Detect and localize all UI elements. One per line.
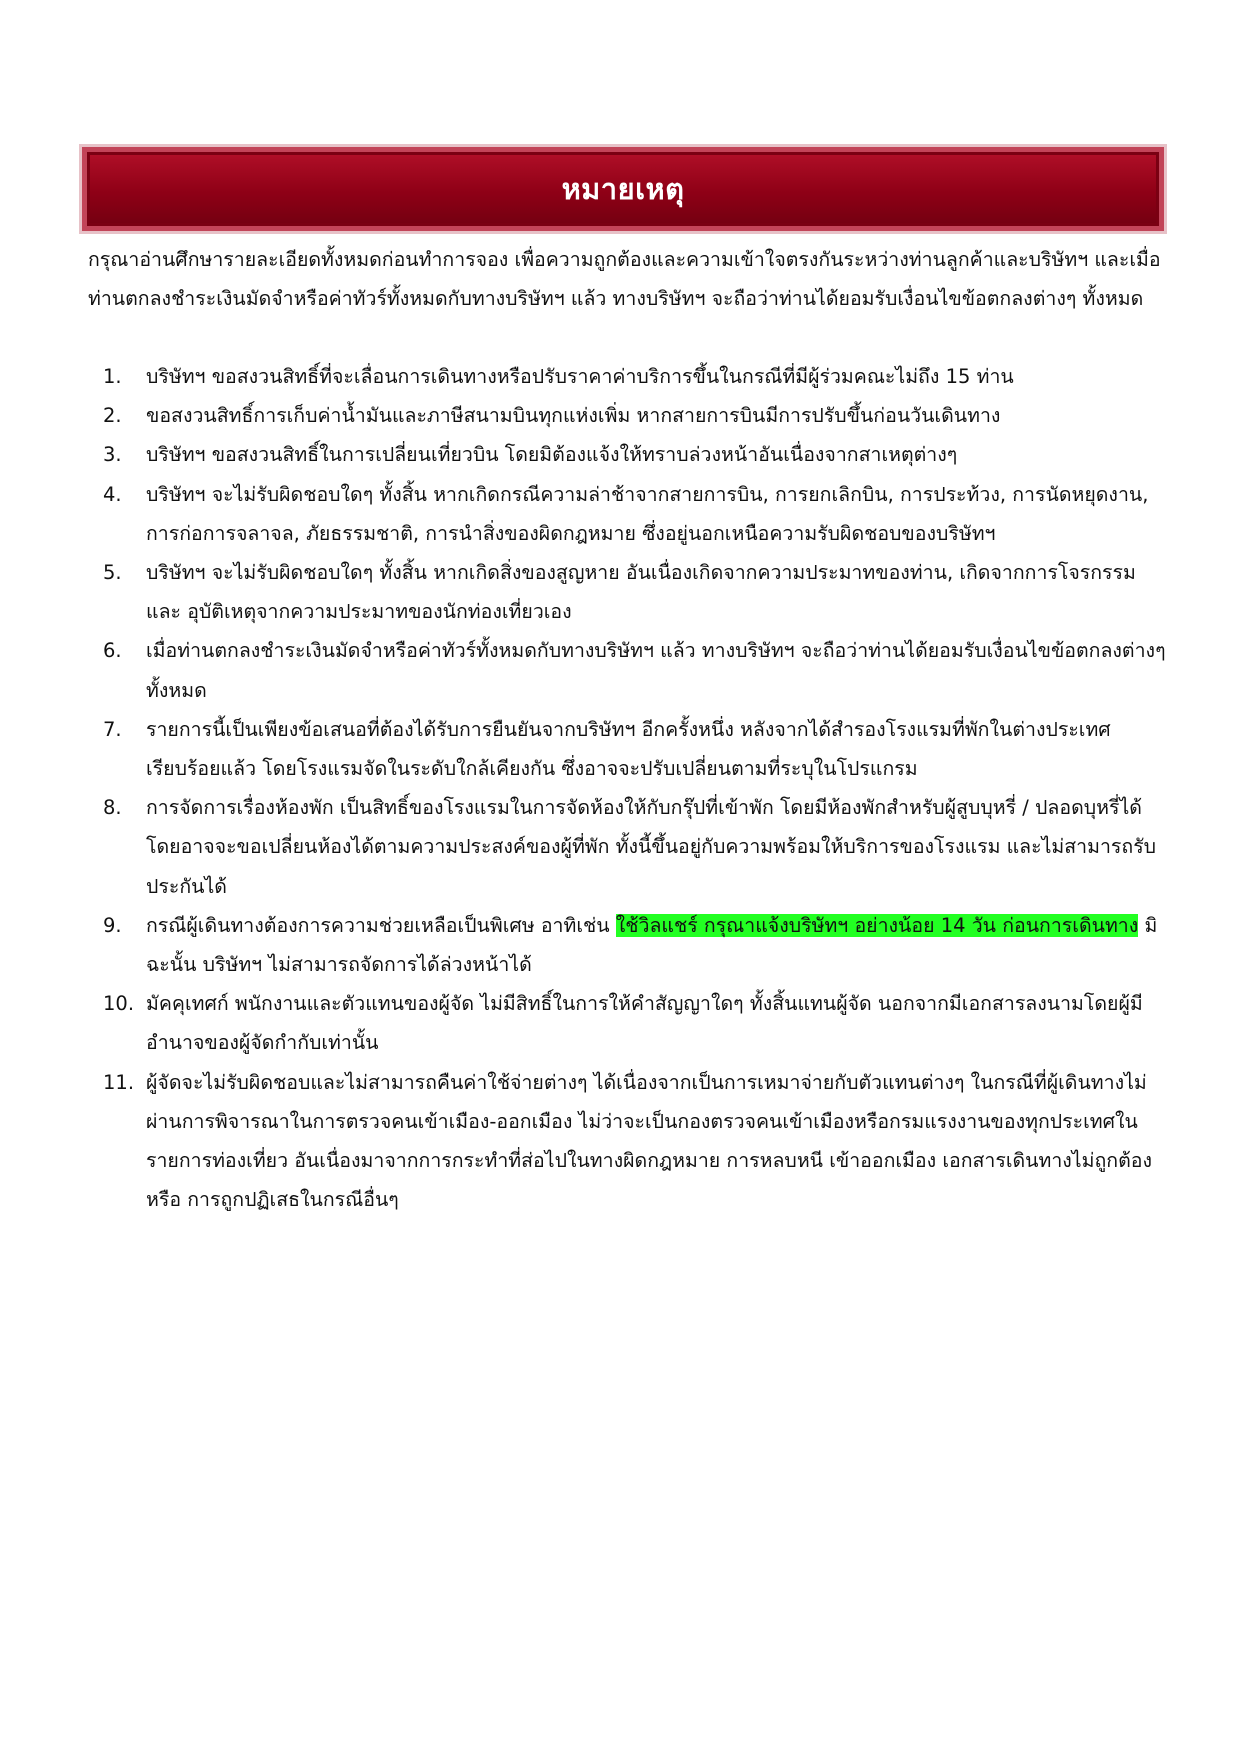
note-text: บริษัทฯ ขอสงวนสิทธิ์ที่จะเลื่อนการเดินทางหรือปรับราคาค่าบริการขึ้นในกรณีที่มีผู้ร่วมคณะไม่ถึง 15 ท่าน bbox=[146, 365, 1014, 388]
intro-paragraph: กรุณาอ่านศึกษารายละเอียดทั้งหมดก่อนทำการจอง เพื่อความถูกต้องและความเข้าใจตรงกันระหว่างท่านลูกค้าและบริษัทฯ และเมื่อท่านตกลงชำระเงินมัดจำหรือค่าทัวร์ทั้งหมดกับทางบริษัทฯ แล้ว ทางบริษัทฯ จะถือว่าท่านได้ยอมรับเงื่อนไขข้อตกลงต่างๆ ทั้งหมด bbox=[88, 248, 1161, 311]
note-text: เมื่อท่านตกลงชำระเงินมัดจำหรือค่าทัวร์ทั้งหมดกับทางบริษัทฯ แล้ว ทางบริษัทฯ จะถือว่าท่านได้ยอมรับเงื่อนไขข้อตกลงต่างๆ ทั้งหมด bbox=[146, 639, 1166, 702]
note-text-after: มิฉะนั้น บริษัทฯ ไม่สามารถจัดการได้ล่วงหน้าได้ bbox=[146, 913, 1158, 977]
note-item-6 bbox=[88, 631, 1168, 709]
note-number: 11. bbox=[103, 1070, 135, 1094]
note-item-1 bbox=[88, 357, 1168, 396]
note-item-8 bbox=[88, 788, 1168, 906]
notes-list bbox=[88, 357, 1168, 1219]
note-text-before: กรณีผู้เดินทางต้องการความช่วยเหลือเป็นพิเศษ อาทิเช่น bbox=[146, 913, 616, 937]
note-number: 8. bbox=[103, 796, 122, 820]
note-text: บริษัทฯ จะไม่รับผิดชอบใดๆ ทั้งสิ้น หากเกิดกรณีความล่าช้าจากสายการบิน, การยกเลิกบิน, การประท้วง, การนัดหยุดงาน, การก่อการจลาจล, ภัยธรรมชาติ, การนำสิ่งของผิดกฎหมาย ซึ่งอยู่นอกเหนือความรับผิดชอบของบริษัทฯ bbox=[146, 482, 1149, 545]
note-item-4 bbox=[88, 475, 1168, 553]
note-number: 10. bbox=[103, 992, 135, 1016]
note-number: 4. bbox=[103, 482, 122, 506]
banner-title: หมายเหตุ bbox=[561, 172, 685, 206]
note-number: 7. bbox=[103, 717, 122, 741]
note-item-5 bbox=[88, 553, 1168, 631]
note-number: 2. bbox=[103, 404, 122, 428]
note-text: บริษัทฯ จะไม่รับผิดชอบใดๆ ทั้งสิ้น หากเกิดสิ่งของสูญหาย อันเนื่องเกิดจากความประมาทของท่าน, เกิดจากการโจรกรรม และ อุบัติเหตุจากความประมาทของนักท่องเที่ยวเอง bbox=[146, 561, 1136, 624]
note-item-3 bbox=[88, 435, 1168, 474]
note-text: ขอสงวนสิทธิ์การเก็บค่าน้ำมันและภาษีสนามบินทุกแห่งเพิ่ม หากสายการบินมีการปรับขึ้นก่อนวันเดินทาง bbox=[146, 404, 1001, 428]
note-number: 3. bbox=[103, 443, 122, 467]
note-text: รายการนี้เป็นเพียงข้อเสนอที่ต้องได้รับการยืนยันจากบริษัทฯ อีกครั้งหนึ่ง หลังจากได้สำรองโรงแรมที่พักในต่างประเทศเรียบร้อยแล้ว โดยโรงแรมจัดในระดับใกล้เคียงกัน ซึ่งอาจจะปรับเปลี่ยนตามที่ระบุในโปรแกรม bbox=[146, 717, 1111, 781]
note-item-7 bbox=[88, 710, 1168, 788]
note-text bbox=[146, 906, 1168, 984]
note-number: 9. bbox=[103, 913, 122, 937]
note-item-11 bbox=[88, 1063, 1168, 1220]
note-number: 1. bbox=[103, 365, 122, 388]
header-banner bbox=[79, 144, 1167, 234]
note-text: การจัดการเรื่องห้องพัก เป็นสิทธิ์ของโรงแรมในการจัดห้องให้กับกรุ๊ปที่เข้าพัก โดยมีห้องพักสำหรับผู้สูบบุหรี่ / ปลอดบุหรี่ได้ โดยอาจจะขอเปลี่ยนห้องได้ตามความประสงค์ของผู้ที่พัก ทั้งนี้ขึ้นอยู่กับความพร้อมให้บริการของโรงแรม และไม่สามารถรับประกันได้ bbox=[146, 796, 1157, 898]
note-item-9 bbox=[88, 906, 1168, 984]
note-item-2 bbox=[88, 396, 1168, 435]
highlighted-text: ใช้วิลแชร์ กรุณาแจ้งบริษัทฯ อย่างน้อย 14 วัน ก่อนการเดินทาง bbox=[615, 913, 1139, 937]
note-text: บริษัทฯ ขอสงวนสิทธิ์ในการเปลี่ยนเที่ยวบิน โดยมิต้องแจ้งให้ทราบล่วงหน้าอันเนื่องจากสาเหตุต่างๆ bbox=[146, 443, 958, 467]
note-number: 6. bbox=[103, 639, 122, 663]
note-item-10 bbox=[88, 984, 1168, 1062]
note-text: ผู้จัดจะไม่รับผิดชอบและไม่สามารถคืนค่าใช้จ่ายต่างๆ ได้เนื่องจากเป็นการเหมาจ่ายกับตัวแทนต่างๆ ในกรณีที่ผู้เดินทางไม่ผ่านการพิจารณาในการตรวจคนเข้าเมือง-ออกเมือง ไม่ว่าจะเป็นกองตรวจคนเข้าเมืองหรือกรมแรงงานของทุกประเทศในรายการท่องเที่ยว อันเนื่องมาจากการกระทำที่ส่อไปในทางผิดกฎหมาย การหลบหนี เข้าออกเมือง เอกสารเดินทางไม่ถูกต้อง หรือ การถูกปฏิเสธในกรณีอื่นๆ bbox=[146, 1070, 1152, 1212]
note-number: 5. bbox=[103, 561, 122, 585]
note-text: มัคคุเทศก์ พนักงานและตัวแทนของผู้จัด ไม่มีสิทธิ์ในการให้คำสัญญาใดๆ ทั้งสิ้นแทนผู้จัด นอกจากมีเอกสารลงนามโดยผู้มีอำนาจของผู้จัดกำกับเท่านั้น bbox=[146, 992, 1143, 1055]
